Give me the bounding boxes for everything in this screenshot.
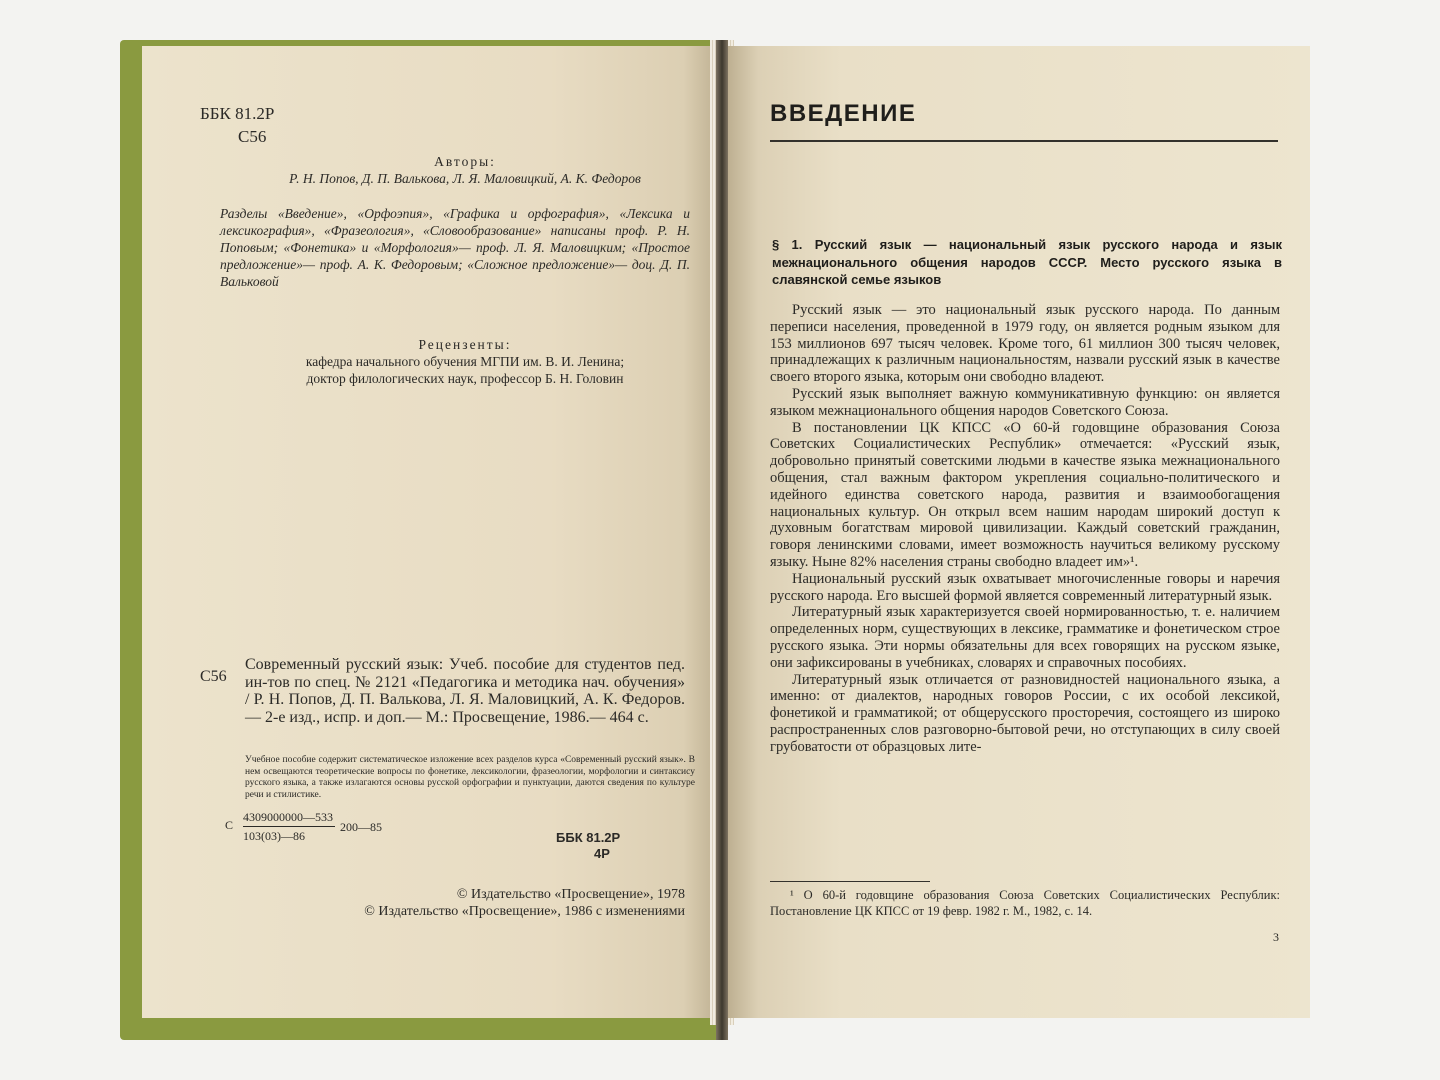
- copyright-block: [345, 886, 685, 920]
- paragraph: Русский язык — это национальный язык русского народа. По данным переписи населения, проведенной в 1979 году, он является родным языком для 153 миллионов 697 тысяч человек. Кроме того, 61 миллион 300 тысяч человек, принадлежащих к различным национальностям, назвали русский язык в качестве своего второго языка, которым они свободно владеют.: [770, 302, 1280, 386]
- body-text: [770, 302, 1280, 756]
- authors-list: Р. Н. Попов, Д. П. Валькова, Л. Я. Маловицкий, А. К. Федоров: [289, 171, 641, 186]
- paragraph: Литературный язык отличается от разновидностей национального языка, а именно: от диалектов, народных говоров России, с их особой лексикой, фонетикой и грамматикой; от общерусского просторечия, состоящего из широко распространенных слов разговорно-бытовой речи, но отступающих в силу своей грубоватости от образцовых лите-: [770, 671, 1280, 755]
- code-suffix: 200—85: [340, 820, 382, 834]
- book-annotation: Учебное пособие содержит систематическое изложение всех разделов курса «Современный русский язык». В нем освещаются теоретические вопросы по фонетике, лексикологии, фразеологии, морфологии и синтаксису русского языка, а также излагаются основы русской орфографии и пунктуации, даются сведения по культуре речи и стилистике.: [245, 755, 695, 800]
- code-denominator: 103(03)—86: [243, 829, 305, 843]
- paragraph: В постановлении ЦК КПСС «О 60-й годовщине образования Союза Советских Социалистических Республик» отмечается: «Русский язык, добровольно принятый советскими людьми в качестве языка межнационального общения, стал важным фактором укрепления социально-политического и идейного единства советского народа, развития и взаимообогащения национальных культур. Он открыл всем нашим народам широкий доступ к духовным богатствам мировой цивилизации. Каждый советский гражданин, говоря ленинскими словами, имеет возможность научиться великому русскому языку. Ныне 82% населения страны свободно владеет им»¹.: [770, 419, 1280, 570]
- bbk-classification: [200, 102, 274, 148]
- reviewers-line-2: доктор филологических наук, профессор Б. Н. Головин: [306, 371, 624, 386]
- reviewers-line-1: кафедра начального обучения МГПИ им. В. И. Ленина;: [305, 354, 625, 369]
- code-fraction-line: [243, 826, 335, 827]
- bibliographic-citation: Современный русский язык: Учеб. пособие для студентов пед. ин-тов по спец. № 2121 «Педагогика и методика нач. обучения» / Р. Н. Попов, Д. П. Валькова, Л. Я. Маловицкий, А. К. Федоров.— 2-е изд., испр. и доп.— М.: Просвещение, 1986.— 464 с.: [245, 656, 685, 726]
- chapter-title: ВВЕДЕНИЕ: [770, 100, 917, 127]
- reviewers-label: Рецензенты:: [418, 337, 512, 352]
- left-page: [142, 46, 724, 1018]
- sections-credit: Разделы «Введение», «Орфоэпия», «Графика и орфография», «Лексика и лексикография», «Фразеология», «Словообразование» написаны проф. Р. Н. Поповым; «Фонетика» и «Морфология»— проф. Л. Я. Маловицким; «Простое предложение»— проф. А. К. Федоровым; «Сложное предложение»— доц. Д. П. Вальковой: [220, 206, 690, 289]
- code-numerator: 4309000000—533: [243, 810, 333, 824]
- bbk-bottom-line-2: 4Р: [594, 846, 610, 861]
- bbk-bottom: [556, 830, 620, 862]
- bbk-bottom-line-1: ББК 81.2Р: [556, 830, 621, 845]
- paragraph: Национальный русский язык охватывает многочисленные говоры и наречия русского народа. Его высшей формой является современный литературный язык.: [770, 570, 1280, 604]
- book-gutter: [716, 40, 728, 1040]
- open-book: [120, 40, 1320, 1040]
- page-number: 3: [1273, 930, 1279, 944]
- footnote: ¹ О 60-й годовщине образования Союза Советских Социалистических Республик: Постановление ЦК КПСС от 19 февр. 1982 г. М., 1982, с. 14.: [770, 888, 1280, 918]
- copyright-line-2: © Издательство «Просвещение», 1986 с изменениями: [364, 904, 685, 919]
- paragraph: Литературный язык характеризуется своей нормированностью, т. е. наличием определенных норм, существующих в лексике, грамматике и фонетическом строе русского языка. Эти нормы обязательны для всех говорящих на русском языке, они зафиксированы в учебниках, словарях и справочных пособиях.: [770, 604, 1280, 671]
- title-underline: [770, 140, 1278, 142]
- section-heading: § 1. Русский язык — национальный язык русского народа и язык межнационального общения народов СССР. Место русского языка в славянской семье языков: [772, 237, 1282, 287]
- footnote-rule: [770, 881, 930, 882]
- bbk-code: ББК 81.2Р: [200, 104, 275, 123]
- authors-label: Авторы:: [434, 154, 496, 169]
- citation-label: С56: [200, 668, 227, 685]
- call-number: С56: [238, 127, 267, 146]
- code-letter: С: [225, 818, 234, 832]
- paragraph: Русский язык выполняет важную коммуникативную функцию: он является языком межнационального общения народов Советского Союза.: [770, 385, 1280, 419]
- copyright-line-1: © Издательство «Просвещение», 1978: [456, 887, 685, 902]
